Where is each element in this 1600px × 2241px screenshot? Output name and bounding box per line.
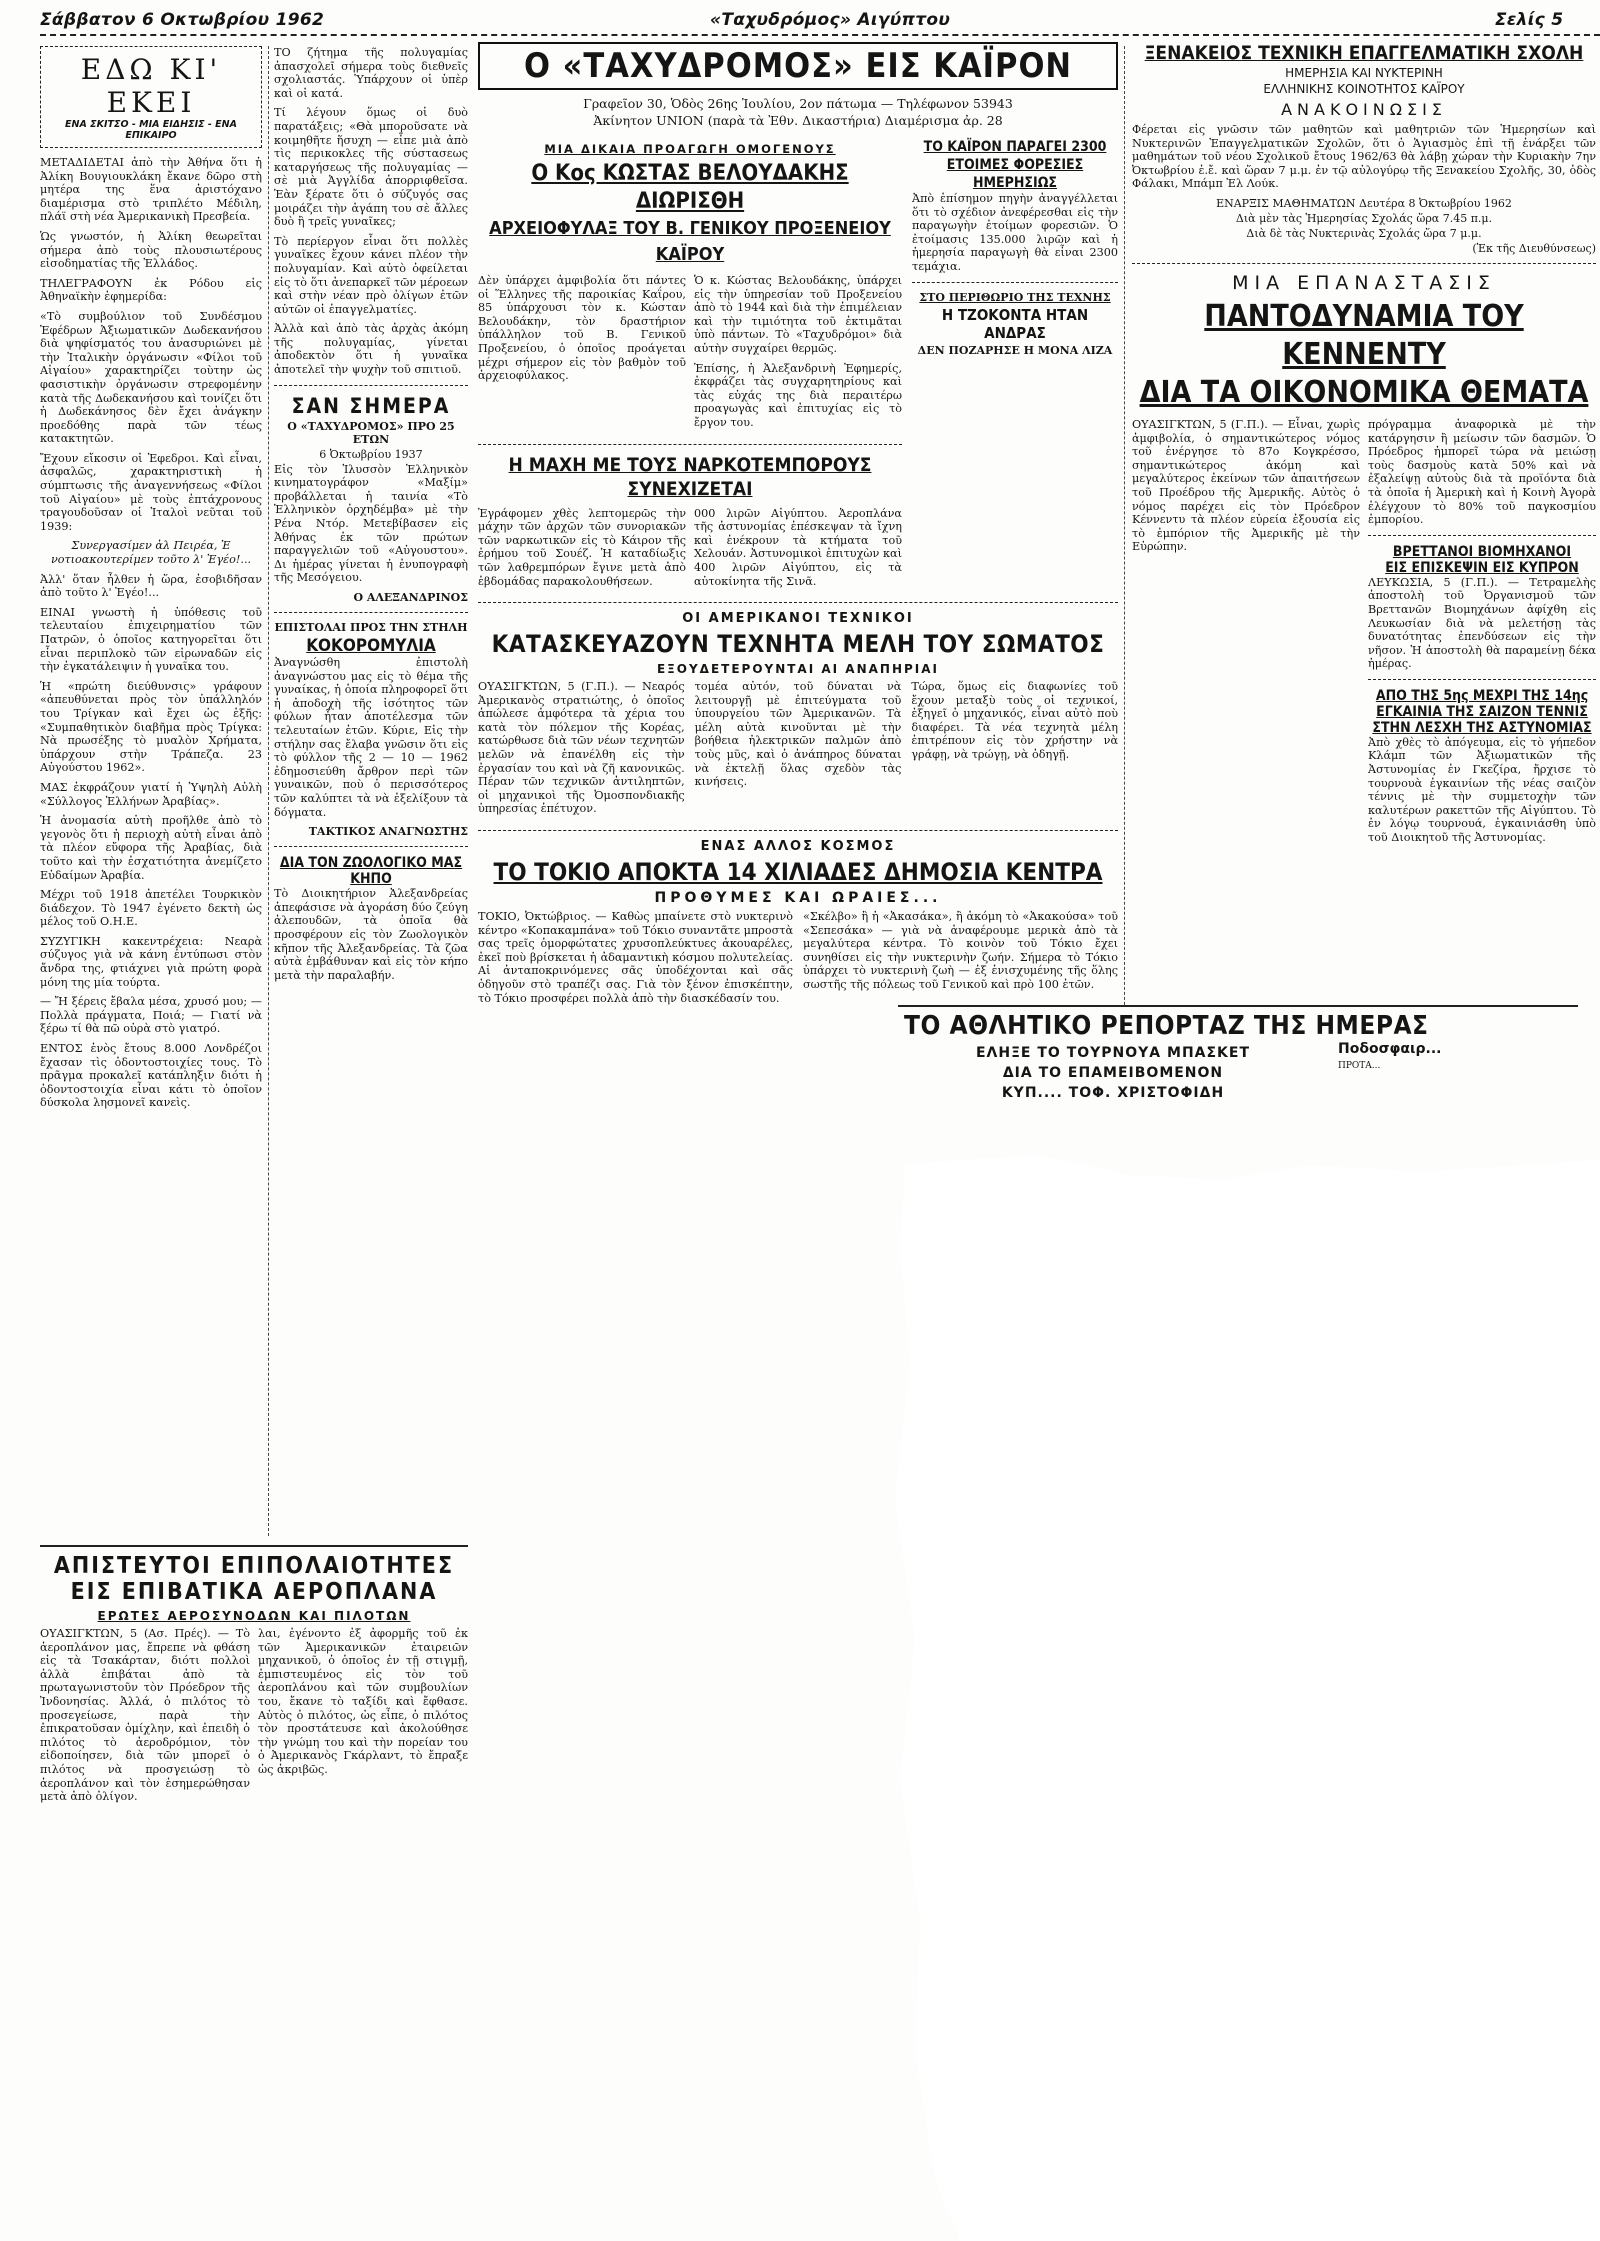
football-heading: Ποδοσφαιρ... [1338,1041,1442,1057]
paragraph: ΣΥΖΥΓΙΚΗ κακεντρέχεια: Νεαρὰ σύζυγος γιὰ νὰ κάνη ἐντύπωσι στὸν ἄνδρα της, φτιάχνει γιὰ πρώτη φορὰ μόνη της μία τούρτα. [40,934,262,989]
american-kicker: ΟΙ ΑΜΕΡΙΚΑΝΟΙ ΤΕΧΝΙΚΟΙ [682,611,914,627]
cyprus-text: ΛΕΥΚΩΣΙΑ, 5 (Γ.Π.). — Τετραμελὴς ἀποστολὴ τοῦ Ὀργανισμοῦ τῶν Βρεττανῶν Βιομηχάνων ἀφίχθη εἰς Λευκωσίαν διὰ νὰ μελετήσῃ τὰς δυνατότητας ἐπενδύσεων εἰς τὴν νῆσον. Ἡ ἀποστολὴ θὰ παραμείνῃ δέκα ἡμέρας. [1368,575,1596,671]
airplanes-headline-2: ΕΙΣ ΕΠΙΒΑΤΙΚΑ ΑΕΡΟΠΛΑΝΑ [70,1579,438,1605]
paragraph: ΤΟ ζήτημα τῆς πολυγαμίας ἀπασχολεῖ σήμερα τοὺς διεθνεῖς σχολιαστάς. Ὑπάρχουν οἱ ὑπὲρ καὶ οἱ κατά. [274,46,468,100]
paragraph: Ἀλλὰ καὶ ἀπὸ τὰς ἀρχὰς ἀκόμη τῆς πολυγαμίας, γίνεται ἀποδεκτὸν ὅτι ἡ γυναῖκα ἀποτελεῖ τὴν ψυχὴν τοῦ σπιτιοῦ. [274,322,468,377]
header-page-number: Σελίς 5 [1495,10,1564,30]
velou-text-col-2b: Ἐπίσης, ἡ Ἀλεξανδρινὴ Ἐφημερίς, ἐκφράζει τὰς συγχαρητηρίους καὶ τὰς εὐχάς της διὰ περαιτέρω προαγωγὰς καὶ ἐπιτυχίας εἰς τὸ ἔργον του. [694,361,902,429]
school-begin: ΕΝΑΡΞΙΣ ΜΑΘΗΜΑΤΩΝ Δευτέρα 8 Ὀκτωβρίου 1962 [1216,196,1512,210]
tennis-headline-2: ΕΓΚΑΙΝΙΑ ΤΗΣ ΣΑΙΖΟΝ ΤΕΝΝΙΣ [1376,703,1588,720]
header-date: Σάββατον 6 Οκτωβρίου 1962 [40,10,325,30]
tokyo-headline: ΤΟ ΤΟΚΙΟ ΑΠΟΚΤΑ 14 ΧΙΛΙΑΔΕΣ ΔΗΜΟΣΙΑ ΚΕΝΤΡΑ [493,858,1103,887]
kennedy-headline-2: ΔΙΑ ΤΑ ΟΙΚΟΝΟΜΙΚΑ ΘΕΜΑΤΑ [1139,374,1589,410]
prosthetics-headline: ΚΑΤΑΣΚΕΥΑΖΟΥΝ ΤΕΧΝΗΤΑ ΜΕΛΗ ΤΟΥ ΣΩΜΑΤΟΣ [491,630,1105,659]
airplanes-subheading: ΕΡΩΤΕΣ ΑΕΡΟΣΥΝΟΔΩΝ ΚΑΙ ΠΙΛΟΤΩΝ [97,1609,411,1623]
tokyo-text-col-2: «Σκέλβο» ἢ ἡ «Ἀκασάκα», ἢ ἀκόμη τὸ «Ἀκακούσα» τοῦ «Σεπεσάκα» — γιὰ νὰ ἀναφέρουμε μερικὰ ἀπὸ τὰ μεγαλύτερα κέντρα. Τὸ κοινὸν τοῦ Τόκιο ἔχει συνηθίσει εἰς τὴν νυκτερινὴν ζωήν. Σήμερα τὸ Τόκιο ὑπάρχει τὸ νυκτερινὴ ζωὴ — ἐξ ἐνισχυμένης τῆς ὅλης σωστῆς τῆς πόλεως τοῦ Γενικοῦ καὶ πρὸ 100 ἐτῶν. [803,910,1118,991]
paragraph: Ἡ ἀνομασία αὐτὴ προῆλθε ἀπὸ τὸ γεγονὸς ὅτι ἡ περιοχὴ αὐτὴ εἶναι ἀπὸ τὰ πλέον εὔφορα τῆς Ἀραβίας, διὰ τοῦτο καὶ τὴν ἐσχατιότητα ἀνεμίζετο Εὐδαίμων Ἀραβία. [40,814,262,882]
tennis-headline-3: ΣΤΗΝ ΛΕΣΧΗ ΤΗΣ ΑΣΤΥΝΟΜΙΑΣ [1372,719,1592,736]
paragraph: Τὸ περίεργον εἶναι ὅτι πολλὲς γυναῖκες ἔχουν κάνει πλέον τὴν πολυγαμίαν. Καὶ αὐτὸ ὀφείλεται εἰς τὸ ὅτι ἀνεπαρκεῖ τῶν μέροεων καὶ στὴν νέαν πρὸ ὀλίγων ἐτῶν αὐτῶν οἱ ἐπαγγελματίες. [274,234,468,316]
school-subtitle-1: ΗΜΕΡΗΣΙΑ ΚΑΙ ΝΥΚΤΕΡΙΝΗ [1285,66,1443,80]
art-kicker: ΣΤΟ ΠΕΡΙΘΩΡΙΟ ΤΗΣ ΤΕΧΝΗΣ [919,290,1111,304]
letter-text: Ἀναγνώσθη ἐπιστολὴ ἀναγνώστου μας εἰς τὸ θέμα τῆς γυναίκας, ἡ ὁποία πληροφορεῖ ὅτι ἡ ἀποδοχὴ τῆς ἰσότητος τῶν φύλων ἦταν ἀποτέλεσμα τῶν τελευταίων ἐτῶν. Κύριε, Εἰς τὴν στήλην σας ἔλαβα γνῶσιν ὅτι εἰς τὸ φύλλον τῆς 2 — 10 — 1962 ἐδημοσιεύθη ἄρθρον περὶ τῶν γυναικῶν, ποὺ ὁ περισσότερος τῶν καλύπτει τὰ νὰ ἐξελίξουν τὰ δόγματα. [274,656,468,819]
prosthetics-text-col-3: Τώρα, ὅμως εἰς διαφωνίες τοῦ ἔχουν μεταξὺ τοὺς οἱ τεχνικοί, ἐξηγεῖ ὁ μηχανικός, εἶναι αὐτὸ ποὺ διαφέρει. Τὰ νέα τεχνητὰ μέλη ἐπιτρέπουν εἰς τὸν χρήστην νὰ γράφῃ, νὰ τρώγῃ, νὰ ὁδηγῇ. [911,680,1118,762]
sports-sub-3: ΚΥΠ.... ΤΟΦ. ΧΡΙΣΤΟΦΙΔΗ [1001,1085,1225,1101]
tokyo-text-col-1: ΤΟΚΙΟ, Ὀκτώβριος. — Καθὼς μπαίνετε στὸ νυκτερινὸ κέντρο «Κοπακαμπάνα» τοῦ Τόκιο συναντᾶτε μπροστὰ σας τρεῖς ὁμορφώτατες χρυσοπλεύκτυες ἀκουαρέλες, ἐκεῖ ποὺ βρίσκεται ἡ ἀδαμαντικὴ κόσμου πολυτελείας. Αἱ ἀνταποκρινόμενες σᾶς ὑποδέχονται καὶ σᾶς ὁδηγοῦν στὸ τραπέζι σας. Γιὰ τὸν ξένον ἐπισκέπτην, τὸ Τόκιο προσφέρει πολλὰ ἀπὸ τὴν διασκέδασίν του. [478,910,793,1005]
velou-headline-2: ΑΡΧΕΙΟΦΥΛΑΞ ΤΟΥ Β. ΓΕΝΙΚΟΥ ΠΡΟΞΕΝΕΙΟΥ ΚΑΪΡΟΥ [489,218,891,265]
tennis-headline-1: ΑΠΟ ΤΗΣ 5ης ΜΕΧΡΙ ΤΗΣ 14ης [1375,687,1589,704]
san-simera-date: 6 Ὀκτωβρίου 1937 [319,447,423,461]
tokyo-subheading: ΠΡΟΘΥΜΕΣ ΚΑΙ ΩΡΑΙΕΣ... [654,890,942,907]
san-simera-signature: Ο ΑΛΕΞΑΝΔΡΙΝΟΣ [353,591,468,604]
velou-text-col-1: Δὲν ὑπάρχει ἀμφιβολία ὅτι πάντες οἱ Ἕλληνες τῆς παροικίας Καΐρου, 85 ὑπάρχουσι τὸν κ. Κώσταν Βελουδάκην, τὸν δραστήριον ὑπάλληλον τοῦ Β. Γενικοῦ Προξενείου, ὁ ὁποῖος προάγεται μέχρι σήμερον εἰς τὸν βαθμὸν τοῦ ἀρχειοφύλακος. [478,274,686,383]
san-simera-title: ΣΑΝ ΣΗΜΕΡΑ [291,393,451,418]
letters-heading: ΕΠΙΣΤΟΛΑΙ ΠΡΟΣ ΤΗΝ ΣΤΗΛΗ [274,621,468,634]
garments-text: Ἀπὸ ἐπίσημον πηγὴν ἀναγγέλλεται ὅτι τὸ σχέδιον ἀνεφέρεσθαι εἰς τὴν παραγωγὴν ἐτοίμων φορεσιῶν. Ὁ ἐτοίμασις 135.000 λιρῶν καὶ ἡ ἡμερησία παραγωγὴ θὰ εἶναι 2300 τεμάχια. [912,192,1118,273]
cairo-address-1: Γραφεῖον 30, Ὁδὸς 26ης Ἰουλίου, 2ον πάτωμα — Τηλέφωνον 53943 [583,96,1013,111]
san-simera-text: Εἰς τὸν Ἰλυσσὸν Ἑλληνικὸν κινηματογράφον «Μαξίμ» προβάλλεται ἡ ταινία «Τὸ Ἑλληνικὸν ὀρχηδέμβα» μὲ τὴν Ρένα Ντόρ. Μετεβίβασεν εἰς Ἀθήνας ἐκ τῶν πρώτων παραγγελιῶν τοῦ «Αὐγουστου». Δι ἡμέρας γίνεται ἡ ἐνυπογραφὴ τῆς Μεσόγειου. [274,462,468,585]
school-subtitle-2: ΕΛΛΗΝΙΚΗΣ ΚΟΙΝΟΤΗΤΟΣ ΚΑΪΡΟΥ [1263,82,1465,96]
airplanes-text-col-2: λαι, ἐγένοντο ἐξ ἀφορμῆς τοῦ ἐκ τῶν Ἀμερικανικῶν ἐταιρειῶν μηχανικοῦ, ὁ ὁποῖος ἐν τῇ στιγμῇ, ἐμπιστευμένος εἰς τὸν τοῦ ἀεροπλάνου καὶ τῶν συμβουλίων του, ἔκανε τὸ ταξίδι καὶ ἔφθασε. Αὐτὸς ὁ πιλότος, ὡς εἶπε, ὁ πιλότος τὸν προστάτευσε καὶ ἀκολούθησε τὴν γνώμη του καὶ τὴν πορείαν του ὁ Ἀμερικανὸς Γκάρλαντ, τὸ ἔπραξε ὡς ἀκριβῶς. [258,1627,468,1776]
paragraph: — Ἤ ξέρεις ἔβαλα μέσα, χρυσό μου; — Πολλὰ πράγματα, Ποιά; — Γιατί νὰ ξέρω τί θὰ πῶ οὐρὰ στὸ γιατρό. [40,995,262,1036]
school-hours-day: Διὰ μὲν τὰς Ἡμερησίας Σχολάς ὥρα 7.45 π.μ. [1235,211,1493,225]
edo-ki-ekei-title: ΕΔΩ ΚΙ' ΕΚΕΙ [80,53,222,119]
revolution-kicker: ΜΙΑ ΕΠΑΝΑΣΤΑΣΙΣ [1232,271,1496,294]
paragraph: Μέχρι τοῦ 1918 ἀπετέλει Τουρκικὸν διάδεχον. Τὸ 1947 ἐγένετο δεκτὴ ὡς μέλος τοῦ Ο.Η.Ε. [40,888,262,929]
school-hours-night: Διὰ δὲ τὰς Νυκτερινὰς Σχολάς ὥρα 7 μ.μ. [1246,226,1482,240]
verse: Συνεργασίμεν ἀλ Πειρέα, Ἐ νοτιοακουτερίμεν τοῦτο λ' Ἐγέο!... [50,539,252,567]
header-paper-name: «Ταχυδρόμος» Αιγύπτου [710,10,951,30]
narcotics-text-col-1: Ἐγράφομεν χθὲς λεπτομερῶς τὴν μάχην τῶν ἀρχῶν τῶν συνοριακῶν τῶν ναρκωτικῶν εἰς τὸ Κάιρον τῆς ἐρήμου τοῦ Σουέζ. Ἡ καταδίωξις τῶν λαθρεμπόρων ἔγινε μετὰ ἀπὸ ἑβδομάδας παρακολουθήσεων. [478,506,686,588]
paragraph: Ἔχουν εἴκοσιν οἱ Ἐφεδροι. Καὶ εἶναι, ἀσφαλῶς, χαρακτηριστικὴ ἡ σύμπτωσις τῆς ἀναγεννήσεως «Φίλοι τοῦ Αἰγαίου» μὲ τοὺς ἐπτάχρονους τραγουδοῦσαν οἱ Ἰταλοὶ νεῦται τοῦ 1939: [40,451,262,533]
paragraph: ΜΑΣ ἐκφράζουν γιατί ἡ Ὑψηλὴ Αὐλὴ «Σύλλογος Ἑλλήνων Ἀραβίας». [40,780,262,808]
paragraph: ΜΕΤΑΔΙΔΕΤΑΙ ἀπὸ τὴν Ἀθήνα ὅτι ἡ Ἀλίκη Βουγιουκλάκη ἔκανε δῶρο στὴ μητέρα της ἕνα ἀριστόχανο διαμέρισμα στὸ τριπλέτο Μέδιλη, πλάϊ στὴ νέα Ἀμερικανικὴ Πρεσβεία. [40,156,262,224]
narcotics-text-col-2: 000 λιρῶν Αἰγύπτου. Ἀεροπλάνα τῆς ἀστυνομίας ἐπέσκεψαν τὰ ἴχνη καὶ ἐνέκρουν τὰ κτήματα τοῦ Χελουάν. Ἀστυνομικοὶ ἐπιτυχὼν καὶ 400 λιρῶν Αἰγύπτου, εἰς τὰ αὐτοκίνητα τῆς Σινᾶ. [694,506,902,588]
school-announcement-text: Φέρεται εἰς γνῶσιν τῶν μαθητῶν καὶ μαθητριῶν τῶν Ἡμερησίων καὶ Νυκτερινῶν Ἐπαγγελματικῶν Σχολῶν, ὅτι ὁ Ἁγιασμὸς ἐπὶ τῇ ἐνάρξει τῶν μαθημάτων τοῦ νέου Σχολικοῦ ἔτους 1962/63 θὰ λάβῃ χώραν τὴν Κυριακὴν 7ην Ὀκτωβρίου ἐ.ἔ. καὶ ὥραν 7 μ.μ. ἐν τῷ αὐλογύρῳ τῆς Ξενακείου Σχολῆς, 30, ὁδὸς Φάλακι, Μπάμπ Ἐλ Λούκ. [1132,123,1596,191]
sports-headline: ΤΟ ΑΘΛΗΤΙΚΟ ΡΕΠΟΡΤΑΖ ΤΗΣ ΗΜΕΡΑΣ [904,1011,1429,1041]
prosthetics-subheading: ΕΞΟΥΔΕΤΕΡΟΥΝΤΑΙ ΑΙ ΑΝΑΠΗΡΙΑΙ [656,662,940,677]
san-simera-subtitle: Ο «ΤΑΧΥΔΡΟΜΟΣ» ΠΡΟ 25 ΕΤΩΝ [287,419,455,446]
paragraph: Ἡ «πρώτη διεύθυνσις» γράφουν «ἀπευθύνεται πρὸς τὸν ὑπάλληλόν του Τρίγκαν καὶ ἔχει ὡς ἑξῆς: «Συμπαθητικὸν διαβῆμα πρὸς Τρίγκα: Νὰ πρωσέξης τὸ μυαλὸν Χρήματα, ὑπάρχουν στὴν Τράπεζα. 23 Αὐγούστου 1962». [40,679,262,775]
kennedy-text-col-1: ΟΥΑΣΙΓΚΤΩΝ, 5 (Γ.Π.). — Εἶναι, χωρὶς ἀμφιβολία, ὁ σημαντικώτερος νόμος τοῦ ἐνέργησε τὸ 87ο Κογκρέσσο, σημαντικώτερος ἀκόμη καὶ μεγαλύτερος ἐκείνων τῶν ἀπαιτήσεων τοῦ Προέδρου τῆς Ἀμερικῆς. Αὐτὸς ὁ νόμος παρέχει εἰς τὸν Πρόεδρον Κέννεντυ τὰ πλέον εὐρεία ἐξουσία εἰς τὸ ἐμπόριον τῆς Ἀμερικῆς μὲ τὴν Εὐρώπην. [1132,417,1360,554]
paragraph: «Τὸ συμβούλιον τοῦ Συνδέσμου Ἐφέδρων Ἀξιωματικῶν Δωδεκανήσου διὰ ψηφίσματός του ἀνασυριώνει μὲ τὴν Ἰταλικὴν ὀργάνωσιν «Φίλοι τοῦ Αἰγαίου» χαρακτηρίζει τοὺτην ὡς φασιστικὴν ὀργάνωσιν στρεφομένην κατὰ τῆς Δωδεκανήσου καὶ τονίζει ὅτι ἡ Δωδεκάνησος δὲν ἔχει ἀνάγκην προεδόθης παρὰ τῶν τέως κατακτητῶν. [40,309,262,446]
zoo-text: Τὸ Διοικητήριον Ἀλεξανδρείας ἀπεφάσισε νὰ ἀγοράση δύο ζεύγη ἀλεπουδῶν, τὰ ὁποῖα θὰ προσφέρουν εἰς τὸν Ζωολογικὸν κῆπον τῆς Ἀλεξανδρείας. Τὰ ζῶα αὐτὰ ἐμβάθυναν καὶ εἰς τὸν κήπο μετὰ τὴν παραλαβήν. [274,887,468,982]
another-world-kicker: ΕΝΑΣ ΑΛΛΟΣ ΚΟΣΜΟΣ [700,839,896,855]
cyprus-kicker: ΒΡΕΤΤΑΝΟΙ ΒΙΟΜΗΧΑΝΟΙ [1392,543,1572,560]
velou-text-col-2: Ὁ κ. Κώστας Βελουδάκης, ὑπάρχει εἰς τὴν ὑπηρεσίαν τοῦ Προξενείου ἀπὸ τὸ 1944 καὶ διὰ τὴν ἐπιμέλειαν καὶ τὴν τιμιότητα τοῦ ἐκτιμᾶται ὑπὸ πάντων. Τὸ «Ταχυδρόμοι» διὰ αὐτὴν συγχαίρει θερμῶς. [694,274,902,355]
zoo-heading: ΔΙΑ ΤΟΝ ΖΩΟΛΟΓΙΚΟ ΜΑΣ ΚΗΠΟ [279,855,463,888]
cairo-address-2: Ἀκίνητον UNION (παρὰ τὰ Ἐθν. Δικαστήρια) Διαμέρισμα ἀρ. 28 [593,113,1003,128]
tennis-text: Ἀπὸ χθὲς τὸ ἀπόγευμα, εἰς τὸ γήπεδον Κλάμπ τῶν Ἀξιωματικῶν τῆς Ἀστυνομίας ἐν Γκεζίρα, ἤρχισε τὸ τουρνουὰ ἐγκαινίων τῆς νέας σαιζὸν τέννις μὲ τὴν συμμετοχὴν τῶν καλυτέρων ρακεττῶν τῆς Αἰγύπτου. Τὸ ἐν λόγῳ τουρνουά, ἐγκαινιάσθη ὑπὸ τοῦ Διοικητοῦ τῆς Ἀστυνομίας. [1368,735,1596,845]
velou-headline-1: Ο Κος ΚΩΣΤΑΣ ΒΕΛΟΥΔΑΚΗΣ ΔΙΩΡΙΣΘΗ [531,161,849,214]
paragraph: Ὡς γνωστόν, ἡ Ἀλίκη θεωρεῖται σήμερα ἀπὸ τοὺς πλουσιωτέρους εἰσοδηματίας τῆς Ἑλλάδος. [40,229,262,271]
prosthetics-text-col-1: ΟΥΑΣΙΓΚΤΩΝ, 5 (Γ.Π.). — Νεαρός Ἀμερικανὸς στρατιώτης, ὁ ὁποῖος ἀπώλεσε ἀμφότερα τὰ χέρια του κατὰ τὸν πόλεμον τῆς Κορέας, κατώρθωσε διὰ τῶν νέων τεχνητῶν μελῶν νὰ ἐπανέλθη εἰς τὴν ἐργασίαν του καὶ νὰ ζῆ κανονικῶς. Πέραν τῶν τεχνικῶν ἀντιληπτῶν, οἱ μηχανικοὶ τῆς Ὀμοσπονδιακῆς ὑπηρεσίας ἐπέτυχον. [478,680,685,816]
kokoromilia-heading: ΚΟΚΟΡΟΜΥΛΙΑ [306,636,436,656]
school-signature: (Ἐκ τῆς Διευθύνσεως) [1472,241,1596,255]
paragraph: Ἀλλ' ὅταν ἦλθεν ἡ ὥρα, ἐσοβιδῆσαν ἀπὸ τοῦτο λ' Ἐγέο!... [40,572,262,600]
edo-ki-ekei-subtitle: ΕΝΑ ΣΚΙΤΣΟ - ΜΙΑ ΕΙΔΗΣΙΣ - ΕΝΑ ΕΠΙΚΑΙΡΟ [65,119,237,141]
garments-headline: ΤΟ ΚΑΪΡΟΝ ΠΑΡΑΓΕΙ 2300 ΕΤΟΙΜΕΣ ΦΟΡΕΣΙΕΣ ΗΜΕΡΗΣΙΩΣ [923,139,1107,191]
gioconda-headline: Η ΤΖΟΚΟΝΤΑ ΗΤΑΝ ΑΝΔΡΑΣ [941,305,1089,342]
kennedy-headline-1: ΠΑΝΤΟΔΥΝΑΜΙΑ ΤΟΥ ΚΕΝΝΕΝΤΥ [1204,298,1524,372]
paragraph: Τί λέγουν ὅμως οἱ δυὸ παρατάξεις; «Θὰ μποροῦσατε νὰ κοιμηθῆτε ἥσυχη — εἶπε μιὰ ἀπὸ τὶς περικοκλες τῆς σύστασεως καταργήσεως τῆς πολυγαμίας — σὲ μιὰ Ἀγγλίδα ἀπορριφθεῖσα. Ἐὰν ξέρατε ὅτι ὁ σύζυγός σας μοιράζει τὴν ἀγάπη του σὲ ἄλλες δυὸ ἢ τρεῖς γυναῖκες; [274,106,468,229]
velou-kicker: ΜΙΑ ΔΙΚΑΙΑ ΠΡΟΑΓΩΓΗ ΟΜΟΓΕΝΟΥΣ [544,142,836,156]
gioconda-subheading: ΔΕΝ ΠΟΖΑΡΗΣΕ Η ΜΟΝΑ ΛΙΖΑ [917,343,1113,357]
football-sub: ΠΡΟΤΑ... [1338,1061,1381,1071]
kennedy-text-col-2: πρόγραμμα ἀναφορικὰ μὲ τὴν κατάργησιν ἢ μείωσιν τῶν δασμῶν. Ὁ Πρόεδρος ἠμπορεῖ τώρα νὰ μειώσῃ τοὺς δασμοὺς κατὰ 50% καὶ νὰ ἐξαλείψῃ αὐτοὺς διὰ τὰ προϊόντα διὰ τὰ ὁποῖα ἡ Ἀμερικὴ καὶ ἡ Κοινὴ Ἀγορὰ ἐλέγχουν τὸ 80% τοῦ παγκοσμίου ἐμπορίου. [1368,417,1596,527]
announcement-heading: ΑΝΑΚΟΙΝΩΣΙΣ [1281,100,1447,119]
airplanes-headline-1: ΑΠΙΣΤΕΥΤΟΙ ΕΠΙΠΟΛΑΙΟΤΗΤΕΣ [53,1553,455,1579]
paragraph: ΕΙΝΑΙ γνωστὴ ἡ ὑπόθεσις τοῦ τελευταίου ἐπιχειρηματίου τῶν Πατρῶν, ὁ ὁποῖος κατηγορεῖται ὅτι εἶναι περιπλοκὸ τῶν εἰρωναδῶν εἰς τὴν ἐγκατάλειψιν ἡ γυναῖκα του. [40,605,262,674]
sports-sub-1: ΕΛΗΞΕ ΤΟ ΤΟΥΡΝΟΥΑ ΜΠΑΣΚΕΤ [975,1045,1251,1061]
sports-sub-2: ΔΙΑ ΤΟ ΕΠΑΜΕΙΒΟΜΕΝΟΝ [1002,1065,1224,1081]
paragraph: ΕΝΤΟΣ ἑνὸς ἔτους 8.000 Λονδρέζοι ἔχασαν τὶς ὀδοντοστοιχίες τους. Τὸ πρᾶγμα προκαλεῖ κατάπληξιν διότι ἡ ὀδοντοστοιχία εἶναι κάτι τὸ ὁποῖον δύσκολα λησμονεῖ κανεὶς. [40,1042,262,1110]
narcotics-headline: Η ΜΑΧΗ ΜΕ ΤΟΥΣ ΝΑΡΚΟΤΕΜΠΟΡΟΥΣ ΣΥΝΕΧΙΖΕΤΑΙ [508,453,872,500]
airplanes-text-col-1: ΟΥΑΣΙΓΚΤΩΝ, 5 (Ασ. Πρές). — Τὸ ἀεροπλάνον μας, ἔπρεπε νὰ φθάση εἰς τὰ Τσακάρταν, διότι πολλοὶ ἀλλὰ ἐπιβάται ἀπὸ τὰ πρωταγωνιστοῦν τὸν Πρόεδρον τῆς Ἰνδονησίας. Ἀλλά, ὁ πιλότος τὸ προσεγείωσε, παρὰ τὴν ἐπικρατοῦσαν ὀμίχλην, καὶ ἐπειδὴ ὁ πιλότος τὸ ἀεροδρόμιον, τὸν εἰδοποίησεν, διὰ τῶν μπορεῖ ὁ πιλότος νὰ προσγειώσῃ τὸ ἀεροπλάνον καὶ τὸν ἐσημερώθησαν μετὰ ἀπὸ ὀλίγον. [40,1627,250,1804]
school-title: ΞΕΝΑΚΕΙΟΣ ΤΕΧΝΙΚΗ ΕΠΑΓΓΕΛΜΑΤΙΚΗ ΣΧΟΛΗ [1144,42,1584,64]
letter-signature: ΤΑΚΤΙΚΟΣ ΑΝΑΓΝΩΣΤΗΣ [308,825,468,839]
cyprus-headline: ΕΙΣ ΕΠΙΣΚΕΨΙΝ ΕΙΣ ΚΥΠΡΟΝ [1385,559,1579,576]
cairo-masthead: Ο «ΤΑΧΥΔΡΟΜΟΣ» ΕΙΣ ΚΑΪΡΟΝ [523,46,1073,86]
prosthetics-text-col-2: τομέα αὐτόν, τοῦ δύναται νὰ λειτουργῇ μὲ ἐπιτεύγματα τοῦ ὑπουργείου τῶν Ἀμερικανῶν. Τὰ μέλη αὐτὰ κινοῦνται μὲ τὴν βοήθεια ἠλεκτρικῶν παλμῶν ἀπὸ τοὺς μῦς, καὶ ὁ ἀνάπηρος δύναται νὰ ἐκτελῇ ὅλας σχεδὸν τὰς κινήσεις. [694,680,902,789]
paragraph: ΤΗΛΕΓΡΑΦΟΥΝ ἐκ Ρόδου εἰς Ἀθηναϊκὴν ἐφημερίδα: [40,276,262,304]
